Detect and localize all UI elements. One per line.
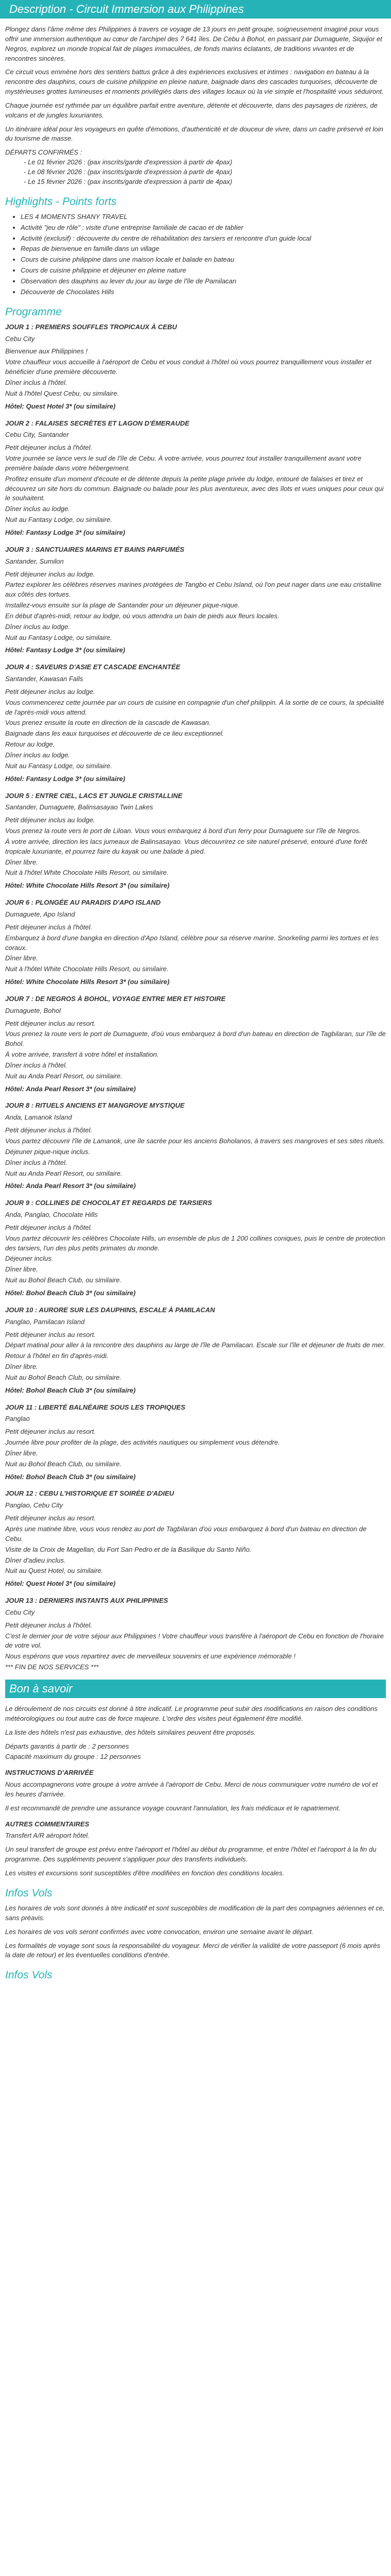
bon-a-savoir-lines	[5, 1742, 386, 1762]
day-paragraph: Déjeuner inclus.	[5, 1255, 54, 1263]
instructions-text	[5, 1780, 386, 1814]
day-title: JOUR 9 : COLLINES DE CHOCOLAT ET REGARDS DE TARSIERS	[5, 1199, 213, 1207]
day-title: JOUR 4 : SAVEURS D'ASIE ET CASCADE ENCHANTÉE	[5, 663, 181, 671]
day-hotel: Hôtel: Bohol Beach Club 3* (ou similaire)	[5, 1472, 136, 1481]
day-title: JOUR 10 : AURORE SUR LES DAUPHINS, ESCALE À PAMILACAN	[5, 1306, 215, 1314]
day-paragraph: Nuit au Bohol Beach Club, ou similaire.	[5, 1276, 122, 1284]
infos-vols-title-2: Infos Vols	[5, 1969, 53, 1981]
day-paragraph: Petit déjeuner inclus au resort.	[5, 1514, 96, 1522]
day-block	[5, 1198, 386, 1298]
instruction-paragraph: Il est recommandé de prendre une assurance voyage couvrant l'annulation, les frais médicaux et le rapatriement.	[5, 1804, 340, 1812]
day-paragraph: À votre arrivée, transfert à votre hôtel et installation.	[5, 1050, 159, 1059]
day-paragraph: Votre chauffeur vous accueille à l'aéroport de Cebu et vous conduit à l'hôtel où vous pourrez tranquillement vous installer et bénéficier d'une première découverte.	[5, 358, 371, 376]
day-paragraph: Petit déjeuner inclus au lodge.	[5, 570, 95, 578]
day-paragraph: En début d'après-midi, retour au lodge, où vous attendra un bain de pieds aux fleurs locales.	[5, 612, 280, 620]
day-hotel: Hôtel: Fantasy Lodge 3* (ou similaire)	[5, 646, 125, 654]
day-paragraph: Dîner libre.	[5, 858, 38, 866]
day-title: JOUR 3 : SANCTUAIRES MARINS ET BAINS PARFUMÉS	[5, 545, 185, 553]
day-location: Cebu City, Santander	[5, 431, 69, 439]
programme-title: Programme	[5, 306, 62, 318]
day-hotel: Hôtel: Anda Pearl Resort 3* (ou similaire)	[5, 1084, 136, 1093]
day-paragraph: Dîner inclus à l'hôtel.	[5, 379, 68, 386]
day-paragraph: Nuit à l'hôtel White Chocolate Hills Resort, ou similaire.	[5, 965, 169, 973]
day-paragraph: Nuit au Fantasy Lodge, ou similaire.	[5, 516, 112, 524]
day-location: Anda, Lamanok Island	[5, 1113, 72, 1122]
day-paragraph: Petit déjeuner inclus au resort.	[5, 1428, 96, 1436]
day-paragraph: Dîner inclus au lodge.	[5, 751, 70, 759]
instructions-title: INSTRUCTIONS D'ARRIVÉE	[5, 1769, 94, 1777]
comments-title: AUTRES COMMENTAIRES	[5, 1820, 89, 1828]
day-paragraph: Partez explorer les célèbres réserves marines protégées de Tangbo et Cebu Island, où l'on peut nager dans une eau cristalline aux côtés des tortues.	[5, 581, 381, 599]
day-paragraph: Retour au lodge.	[5, 740, 55, 749]
day-paragraph: Dîner libre.	[5, 1265, 38, 1274]
day-paragraph: Nuit au Bohol Beach Club, ou similaire.	[5, 1460, 122, 1468]
day-paragraph: Profitez ensuite d'un moment d'écoute et de détente depuis la petite plage privée du lodge, entouré de falaises et tirez et découvrez un site hors du commun. Baignade ou balade pour les plus aventureux, avec des îlots et vues uniques pour ceux qui le souhaitent.	[5, 474, 384, 502]
day-paragraph: À votre arrivée, direction les lacs jumeaux de Balinsasayao. Vous découvrirez ce site naturel préservé, entouré d'une forêt tropicale luxuriante, et pourrez faire du kayak ou une balade à pied.	[5, 837, 367, 855]
info-paragraph: Le déroulement de nos circuits est donné à titre indicatif. Le programme peut subir des modifications en raison des conditions météorologiques ou tout autre cas de force majeure. L'ordre des visites peut également être modifié.	[5, 1704, 378, 1722]
info-line: Départs garantis à partir de : 2 personnes	[5, 1742, 129, 1750]
day-location: Santander, Sumilon	[5, 557, 64, 565]
bon-a-savoir-title: Bon à savoir	[5, 1680, 386, 1698]
day-block	[5, 1403, 386, 1482]
day-paragraph: Dîner libre.	[5, 1449, 38, 1457]
day-paragraph: Vous prenez ensuite la route en direction de la cascade de Kawasan.	[5, 719, 211, 727]
day-block	[5, 419, 386, 538]
day-location: Dumaguete, Apo Island	[5, 910, 75, 918]
day-location: Panglao, Cebu City	[5, 1501, 63, 1510]
day-paragraph: Petit déjeuner inclus au lodge.	[5, 816, 95, 824]
day-paragraph: Nous espérons que vous repartirez avec de merveilleux souvenirs et une expérience mémorable !	[5, 1652, 296, 1660]
highlight-item: • Cours de cuisine philippine et déjeuner en pleine nature	[21, 266, 386, 276]
day-paragraph: Nuit au Quest Hotel, ou similaire.	[5, 1567, 104, 1575]
day-block	[5, 791, 386, 891]
day-paragraph: Vous prenez la route vers le port de Dumaguete, d'où vous embarquez à bord d'un bateau en direction de Tagbilaran, sur l'île de Bohol.	[5, 1030, 386, 1048]
day-paragraph: C'est le dernier jour de votre séjour aux Philippines ! Votre chauffeur vous transfère à l'aéroport de Cebu en fonction de l'horaire de votre vol.	[5, 1632, 384, 1650]
programme-days	[5, 323, 386, 1672]
day-title: JOUR 7 : DE NEGROS À BOHOL, VOYAGE ENTRE MER ET HISTOIRE	[5, 994, 226, 1003]
day-hotel: Hôtel: White Chocolate Hills Resort 3* (ou similaire)	[5, 978, 170, 986]
day-hotel: Hôtel: Bohol Beach Club 3* (ou similaire)	[5, 1386, 136, 1394]
infos-vols-title: Infos Vols	[5, 1887, 53, 1899]
departures	[5, 148, 386, 187]
day-paragraph: Dîner inclus à l'hôtel.	[5, 1061, 68, 1069]
day-paragraph: Petit déjeuner inclus à l'hôtel.	[5, 1621, 92, 1629]
day-block	[5, 994, 386, 1094]
bon-a-savoir-text	[5, 1704, 386, 1738]
highlight-item: • Activité (exclusif) : découverte du centre de réhabilitation des tarsiers et rencontre d'un guide local	[21, 234, 386, 244]
intro-paragraph: Plongez dans l'âme même des Philippines à travers ce voyage de 13 jours en petit groupe, soigneusement imaginé pour vous offrir une immersion authentique au cœur de l'archipel des 7 641 îles. De Cebu à Bohol, en passant par Dumaguete, Siquijor et Negros, explorez un monde tropical fait de plages immaculées, de fonds marins éclatants, de traditions vivantes et de rencontres sincères.	[5, 25, 382, 62]
page-title: Description - Circuit Immersion aux Philippines	[0, 0, 391, 19]
day-paragraph: Petit déjeuner inclus à l'hôtel.	[5, 1126, 92, 1134]
highlight-item: • Observation des dauphins au lever du jour au large de l'île de Pamilacan	[21, 277, 386, 286]
highlight-item: • Découverte de Chocolates Hills	[21, 287, 386, 297]
highlight-item: • Activité "jeu de rôle" : visite d'une entreprise familiale de cacao et de tablier	[21, 223, 386, 233]
day-block	[5, 1596, 386, 1672]
intro-paragraph: Ce circuit vous emmène hors des sentiers battus grâce à des expériences exclusives et intimes : navigation en bateau à la rencontre des dauphins, cours de cuisine philippine en pleine nature, baignade dans des cascades turquoises, découverte de mystérieuses grottes lumineuses et moments privilégiés dans des villages locaux où la vie simple et l'hospitalité vous séduiront.	[5, 68, 384, 96]
day-hotel: Hôtel: Quest Hotel 3* (ou similaire)	[5, 402, 116, 410]
day-location: Cebu City	[5, 334, 35, 343]
highlight-item: • Cours de cuisine philippine dans une maison locale et balade en bateau	[21, 255, 386, 265]
vols-paragraph: Les formalités de voyage sont sous la responsabilité du voyageur. Merci de vérifier la validité de votre passeport (6 mois après la date de retour) et les éventuelles conditions d'entrée.	[5, 1941, 381, 1959]
day-hotel: Hôtel: Anda Pearl Resort 3* (ou similaire)	[5, 1182, 136, 1190]
day-hotel: Hôtel: White Chocolate Hills Resort 3* (ou similaire)	[5, 882, 170, 890]
day-paragraph: Vous partez découvrir les célèbres Chocolate Hills, un ensemble de plus de 1 200 collines coniques, puis le centre de protection des tarsiers, l'un des plus petits primates du monde.	[5, 1234, 385, 1252]
day-paragraph: Nuit à l'hôtel Quest Cebu, ou similaire.	[5, 389, 119, 397]
day-location: Santander, Kawasan Falls	[5, 675, 84, 683]
day-location: Dumaguete, Bohol	[5, 1006, 61, 1014]
day-hotel: Hôtel: Quest Hotel 3* (ou similaire)	[5, 1580, 116, 1588]
day-block	[5, 1101, 386, 1191]
day-paragraph: Petit déjeuner inclus au resort.	[5, 1330, 96, 1338]
departures-label: DÉPARTS CONFIRMÉS :	[5, 148, 83, 157]
day-paragraph: Visite de la Croix de Magellan, du Fort San Pedro et de la Basilique du Santo Niño.	[5, 1545, 252, 1553]
day-paragraph: Vous commencerez cette journée par un cours de cuisine en compagnie d'un chef philippin. À la sortie de ce cours, la spécialité de l'après-midi vous attend.	[5, 698, 384, 716]
day-block	[5, 898, 386, 987]
vols-paragraph: Les horaires de vos vols seront confirmés avec votre convocation, environ une semaine avant le départ.	[5, 1927, 314, 1936]
day-paragraph: Départ matinal pour aller à la rencontre des dauphins au large de l'île de Pamilacan. Escale sur l'île et déjeuner de fruits de mer.	[5, 1341, 385, 1349]
day-paragraph: Nuit au Fantasy Lodge, ou similaire.	[5, 633, 112, 641]
day-block	[5, 663, 386, 784]
highlights-title: Highlights - Points forts	[5, 195, 117, 208]
day-paragraph: Dîner d'adieu inclus.	[5, 1556, 66, 1564]
day-paragraph: *** FIN DE NOS SERVICES ***	[5, 1663, 99, 1671]
day-paragraph: Dîner inclus à l'hôtel.	[5, 1158, 68, 1166]
day-paragraph: Petit déjeuner inclus à l'hôtel.	[5, 444, 92, 452]
comments-text	[5, 1831, 386, 1878]
intro-paragraph: Chaque journée est rythmée par un équilibre parfait entre aventure, détente et découverte, dans des paysages de rizières, de volcans et de jungles luxuriantes.	[5, 101, 378, 119]
comment-paragraph: Un seul transfert de groupe est prévu entre l'aéroport et l'hôtel au début du programme, et entre l'hôtel et l'aéroport à la fin du programme. Des suppléments peuvent s'appliquer pour des transferts individuels.	[5, 1845, 377, 1863]
day-paragraph: Dîner inclus au lodge.	[5, 622, 70, 631]
departures-list	[5, 158, 386, 187]
day-paragraph: Dîner inclus au lodge.	[5, 505, 70, 513]
day-paragraph: Déjeuner pique-nique inclus.	[5, 1147, 90, 1156]
infos-vols-text	[5, 1904, 386, 1960]
day-title: JOUR 5 : ENTRE CIEL, LACS ET JUNGLE CRISTALLINE	[5, 791, 183, 800]
info-line: Capacité maximum du groupe : 12 personnes	[5, 1753, 141, 1761]
day-block	[5, 323, 386, 412]
day-paragraph: Retour à l'hôtel en fin d'après-midi.	[5, 1352, 109, 1360]
day-paragraph: Dîner libre.	[5, 954, 38, 962]
day-location: Santander, Dumaguete, Balinsasayao Twin Lakes	[5, 803, 153, 811]
departure-date: - Le 15 février 2026 : (pax inscrits/garde d'expression à partir de 4pax)	[24, 177, 233, 185]
comment-paragraph: Transfert A/R aéroport hôtel.	[5, 1832, 90, 1840]
day-title: JOUR 12 : CEBU L'HISTORIQUE ET SOIRÉE D'ADIEU	[5, 1489, 174, 1498]
day-title: JOUR 1 : PREMIERS SOUFFLES TROPICAUX À CEBU	[5, 323, 177, 331]
day-paragraph: Petit déjeuner inclus à l'hôtel.	[5, 1223, 92, 1231]
comment-paragraph: Les visites et excursions sont susceptibles d'être modifiées en fonction des conditions locales.	[5, 1869, 284, 1877]
day-location: Panglao	[5, 1415, 30, 1423]
day-paragraph: Votre journée se lance vers le sud de l'île de Cebu. À votre arrivée, vous pourrez tout installer tranquillement avant votre première balade dans votre hébergement.	[5, 454, 362, 472]
day-paragraph: Après une matinée libre, vous vous rendez au port de Tagbilaran d'où vous embarquez à bord d'un bateau en direction de Cebu.	[5, 1525, 367, 1543]
departure-date: - Le 01 février 2026 : (pax inscrits/garde d'expression à partir de 4pax)	[24, 158, 233, 166]
day-paragraph: Dîner libre.	[5, 1363, 38, 1371]
day-paragraph: Petit déjeuner inclus au lodge.	[5, 687, 95, 696]
day-paragraph: Nuit au Anda Pearl Resort, ou similaire.	[5, 1072, 123, 1080]
day-paragraph: Vous prenez la route vers le port de Liloan. Vous vous embarquez à bord d'un ferry pour Dumaguete sur l'île de Negros.	[5, 827, 361, 835]
highlight-item: • Repas de bienvenue en famille dans un village	[21, 244, 386, 254]
day-paragraph: Installez-vous ensuite sur la plage de Santander pour un déjeuner pique-nique.	[5, 601, 240, 609]
day-hotel: Hôtel: Fantasy Lodge 3* (ou similaire)	[5, 774, 125, 783]
departure-date: - Le 08 février 2026 : (pax inscrits/garde d'expression à partir de 4pax)	[24, 167, 233, 176]
day-block	[5, 545, 386, 655]
intro-paragraph: Un itinéraire idéal pour les voyageurs en quête d'émotions, d'authenticité et de douceur de vivre, dans un cadre préservé et loin du tourisme de masse.	[5, 125, 383, 143]
day-paragraph: Embarquez à bord d'une bangka en direction d'Apo Island, célèbre pour sa réserve marine. Snorkeling parmi les tortues et les coraux.	[5, 934, 379, 952]
instruction-paragraph: Nous accompagnerons votre groupe à votre arrivée à l'aéroport de Cebu. Merci de nous communiquer votre numéro de vol et les heures d'arrivée.	[5, 1781, 378, 1798]
intro	[5, 25, 386, 144]
day-hotel: Hôtel: Fantasy Lodge 3* (ou similaire)	[5, 528, 125, 536]
day-paragraph: Journée libre pour profiter de la plage, des activités nautiques ou simplement vous détendre.	[5, 1438, 280, 1447]
day-block	[5, 1306, 386, 1396]
day-paragraph: Nuit au Anda Pearl Resort, ou similaire.	[5, 1169, 123, 1177]
day-paragraph: Petit déjeuner inclus à l'hôtel.	[5, 923, 92, 931]
day-title: JOUR 11 : LIBERTÉ BALNÉAIRE SOUS LES TROPIQUES	[5, 1403, 186, 1411]
day-title: JOUR 8 : RITUELS ANCIENS ET MANGROVE MYSTIQUE	[5, 1101, 185, 1110]
day-title: JOUR 6 : PLONGÉE AU PARADIS D'APO ISLAND	[5, 899, 161, 907]
day-paragraph: Nuit au Fantasy Lodge, ou similaire.	[5, 761, 112, 770]
day-block	[5, 1489, 386, 1589]
day-paragraph: Nuit au Bohol Beach Club, ou similaire.	[5, 1373, 122, 1381]
day-location: Anda, Panglao, Chocolate Hills	[5, 1211, 98, 1219]
highlight-item: • LES 4 MOMENTS SHANY TRAVEL	[21, 212, 386, 222]
day-paragraph: Vous partez découvrir l'île de Lamanok, une île sacrée pour les anciens Boholanos, à travers ses mangroves et ses sites rituels.	[5, 1137, 385, 1145]
day-title: JOUR 2 : FALAISES SECRÈTES ET LAGON D'ÉMERAUDE	[5, 419, 190, 427]
day-paragraph: Nuit à l'hôtel White Chocolate Hills Resort, ou similaire.	[5, 869, 169, 877]
highlights-list	[5, 212, 386, 297]
day-paragraph: Petit déjeuner inclus au resort.	[5, 1019, 96, 1027]
day-paragraph: Bienvenue aux Philippines !	[5, 347, 88, 355]
day-location: Panglao, Pamilacan Island	[5, 1317, 85, 1326]
day-hotel: Hôtel: Bohol Beach Club 3* (ou similaire)	[5, 1289, 136, 1297]
day-paragraph: Baignade dans les eaux turquoises et découverte de ce lieu exceptionnel.	[5, 730, 224, 738]
info-paragraph: La liste des hôtels n'est pas exhaustive, des hôtels similaires peuvent être proposés.	[5, 1728, 256, 1736]
vols-paragraph: Les horaires de vols sont donnés à titre indicatif et sont susceptibles de modification de la part des compagnies aériennes et ce, sans préavis.	[5, 1904, 385, 1922]
day-location: Cebu City	[5, 1608, 35, 1616]
day-title: JOUR 13 : DERNIERS INSTANTS AUX PHILIPPINES	[5, 1597, 168, 1605]
